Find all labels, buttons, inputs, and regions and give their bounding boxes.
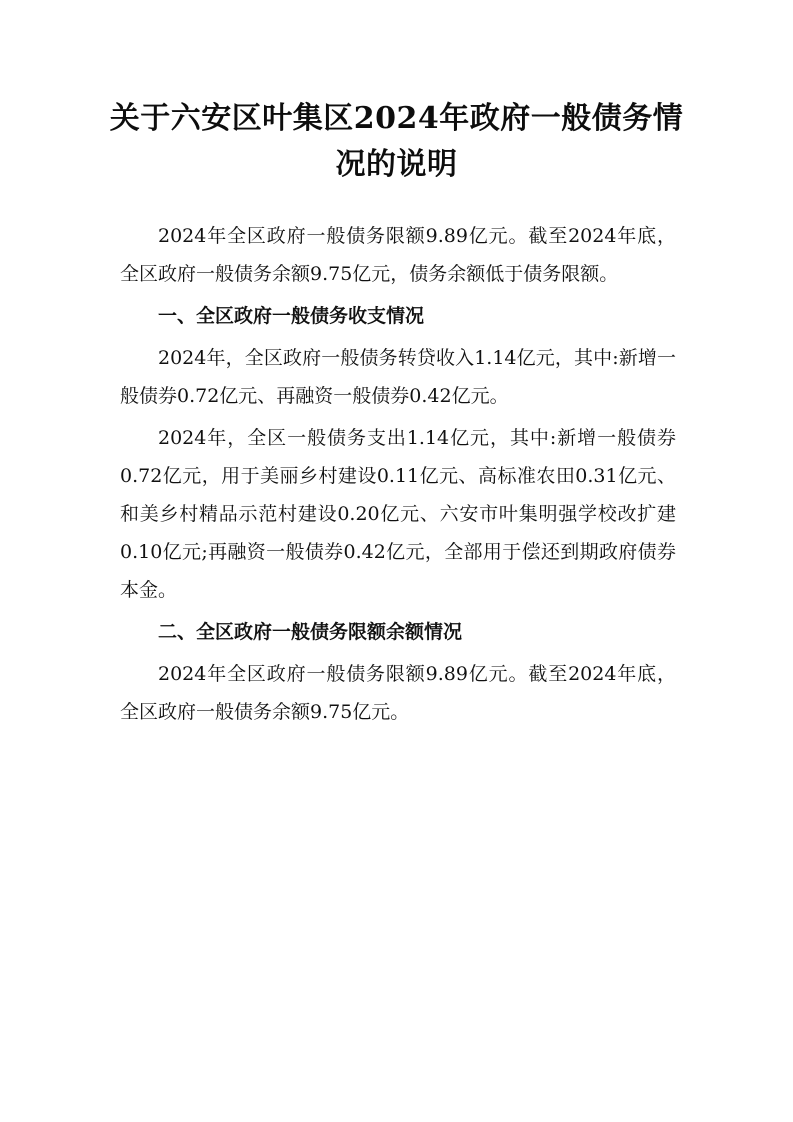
paragraph-limit-balance: 2024年全区政府一般债务限额9.89亿元。截至2024年底，全区政府一般债务余额9.75亿元。: [120, 663, 676, 723]
paragraph-transfer-revenue: 2024年，全区政府一般债务转贷收入1.14亿元，其中:新增一般债券0.72亿元、再融资一般债券0.42亿元。: [120, 347, 676, 407]
paragraph-debt-expenditure: 2024年，全区一般债务支出1.14亿元，其中:新增一般债券0.72亿元，用于美丽乡村建设0.11亿元、高标准农田0.31亿元、和美乡村精品示范村建设0.20亿元、六安市叶集明强学校改扩建0.10亿元;再融资一般债券0.42亿元，全部用于偿还到期政府债券本金。: [120, 427, 676, 601]
document-title: 关于六安区叶集区2024年政府一般债务情况的说明: [109, 101, 684, 182]
section-heading-revenue-expenditure: 一、全区政府一般债务收支情况: [158, 305, 425, 327]
document-body: [120, 217, 676, 735]
paragraph-debt-limit-summary: 2024年全区政府一般债务限额9.89亿元。截至2024年底，全区政府一般债务余额9.75亿元，债务余额低于债务限额。: [120, 225, 676, 285]
section-heading-limit-balance: 二、全区政府一般债务限额余额情况: [158, 621, 463, 643]
